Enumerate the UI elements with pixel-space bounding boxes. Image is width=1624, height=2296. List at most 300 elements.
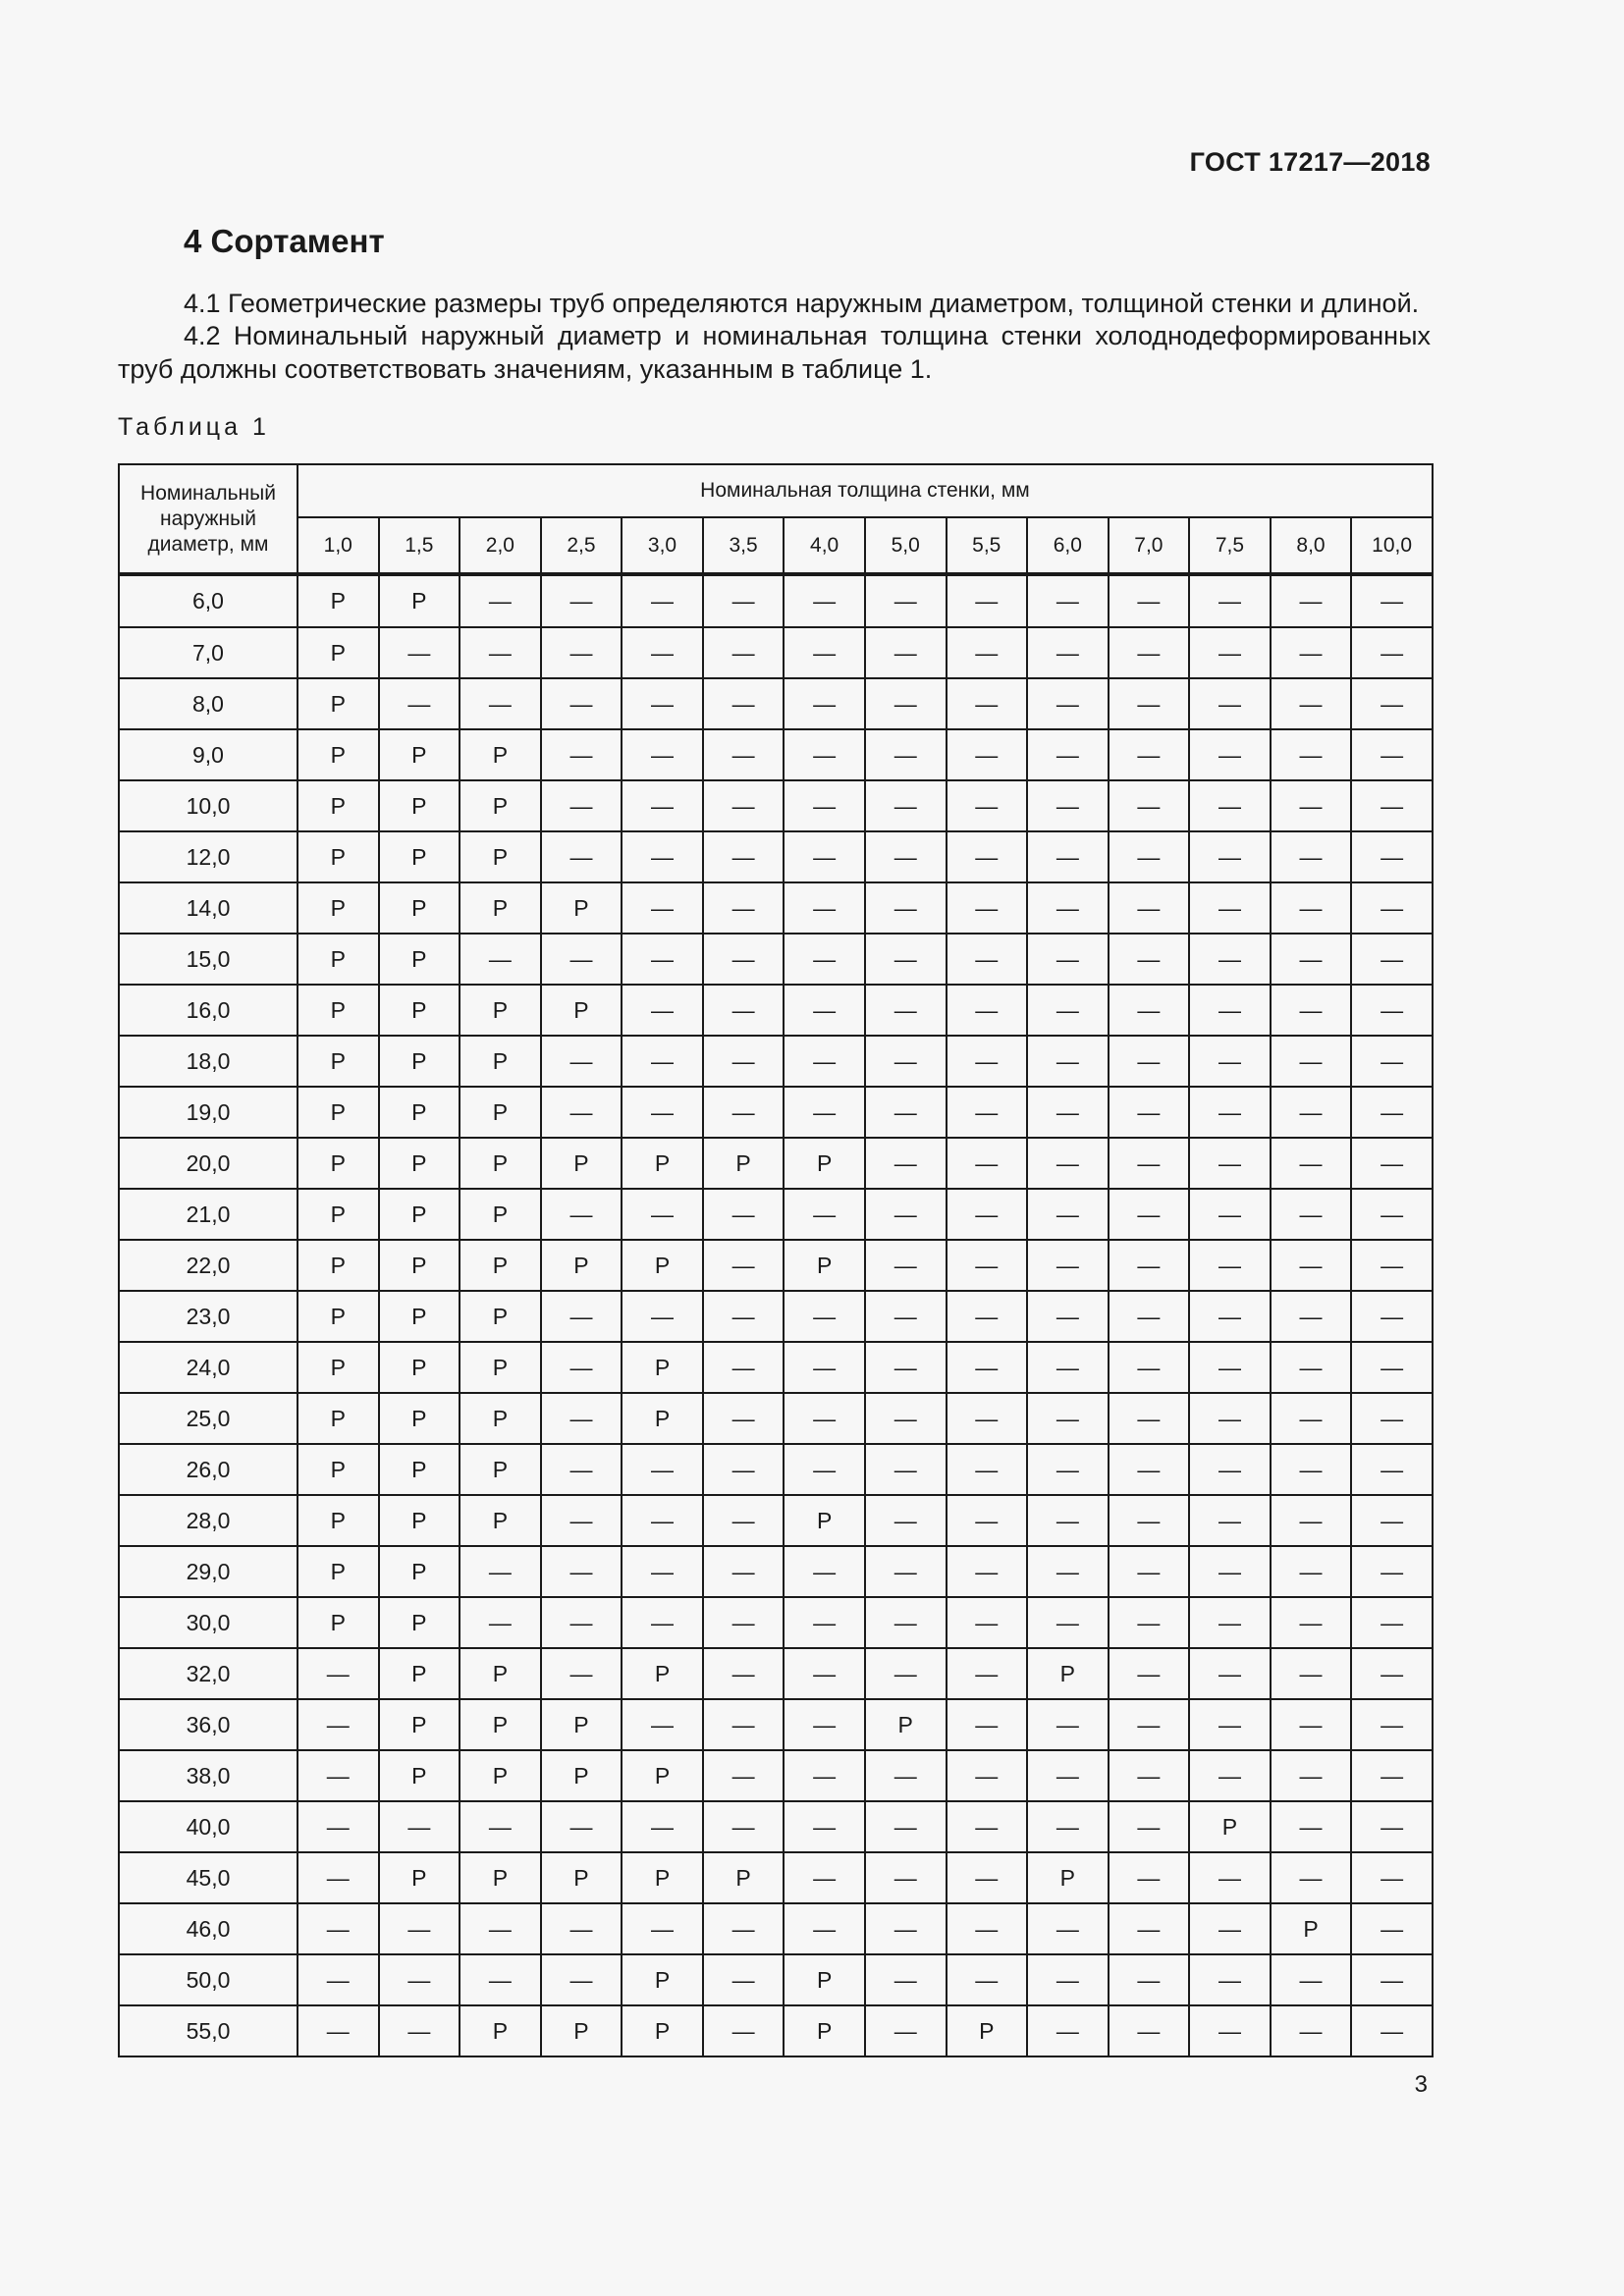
table-row bbox=[119, 1495, 1433, 1546]
availability-cell-p: P bbox=[541, 1240, 623, 1291]
availability-cell-dash: — bbox=[622, 1444, 703, 1495]
availability-cell-dash: — bbox=[865, 627, 947, 678]
availability-cell-dash: — bbox=[784, 1189, 865, 1240]
availability-cell-p: P bbox=[298, 1291, 379, 1342]
thickness-col-header: 5,5 bbox=[947, 517, 1028, 574]
availability-cell-dash: — bbox=[1351, 1852, 1433, 1903]
availability-cell-dash: — bbox=[947, 1597, 1028, 1648]
availability-cell-dash: — bbox=[865, 1495, 947, 1546]
availability-cell-p: P bbox=[622, 1342, 703, 1393]
availability-cell-dash: — bbox=[1109, 2005, 1190, 2056]
availability-cell-dash: — bbox=[1189, 985, 1271, 1036]
table-row bbox=[119, 1291, 1433, 1342]
availability-cell-p: P bbox=[298, 1087, 379, 1138]
availability-cell-p: P bbox=[298, 780, 379, 831]
availability-cell-dash: — bbox=[947, 1342, 1028, 1393]
availability-cell-dash: — bbox=[1109, 1546, 1190, 1597]
availability-cell-dash: — bbox=[784, 831, 865, 882]
availability-cell-dash: — bbox=[947, 1954, 1028, 2005]
availability-cell-p: P bbox=[379, 934, 460, 985]
availability-cell-p: P bbox=[622, 1138, 703, 1189]
availability-cell-p: P bbox=[379, 1240, 460, 1291]
availability-cell-dash: — bbox=[784, 1648, 865, 1699]
availability-cell-p: P bbox=[379, 1087, 460, 1138]
thickness-col-header: 1,5 bbox=[379, 517, 460, 574]
diameter-cell: 20,0 bbox=[119, 1138, 298, 1189]
availability-cell-dash: — bbox=[1189, 678, 1271, 729]
availability-cell-dash: — bbox=[622, 574, 703, 627]
availability-cell-dash: — bbox=[541, 1495, 623, 1546]
availability-cell-dash: — bbox=[298, 1801, 379, 1852]
availability-cell-dash: — bbox=[541, 729, 623, 780]
availability-cell-dash: — bbox=[947, 831, 1028, 882]
availability-cell-dash: — bbox=[1027, 1750, 1109, 1801]
paragraph-4-1: 4.1 Геометрические размеры труб определяются наружным диаметром, толщиной стенки и длиной. bbox=[184, 289, 1420, 318]
availability-cell-dash: — bbox=[379, 1801, 460, 1852]
availability-cell-p: P bbox=[379, 985, 460, 1036]
diameter-cell: 19,0 bbox=[119, 1087, 298, 1138]
availability-cell-dash: — bbox=[1027, 1597, 1109, 1648]
availability-cell-dash: — bbox=[1189, 1189, 1271, 1240]
availability-cell-dash: — bbox=[1027, 934, 1109, 985]
availability-cell-dash: — bbox=[947, 1699, 1028, 1750]
availability-cell-dash: — bbox=[703, 1240, 785, 1291]
availability-cell-p: P bbox=[541, 1699, 623, 1750]
availability-cell-dash: — bbox=[622, 985, 703, 1036]
availability-cell-dash: — bbox=[947, 780, 1028, 831]
availability-cell-p: P bbox=[622, 1393, 703, 1444]
availability-cell-dash: — bbox=[703, 1954, 785, 2005]
availability-cell-dash: — bbox=[865, 1189, 947, 1240]
table-row bbox=[119, 882, 1433, 934]
availability-cell-dash: — bbox=[703, 882, 785, 934]
availability-cell-dash: — bbox=[947, 627, 1028, 678]
availability-cell-dash: — bbox=[865, 1444, 947, 1495]
diameter-cell: 32,0 bbox=[119, 1648, 298, 1699]
availability-cell-dash: — bbox=[1189, 1699, 1271, 1750]
availability-cell-dash: — bbox=[541, 831, 623, 882]
availability-cell-p: P bbox=[298, 1393, 379, 1444]
availability-cell-p: P bbox=[379, 831, 460, 882]
availability-cell-p: P bbox=[622, 1954, 703, 2005]
availability-cell-dash: — bbox=[1271, 1750, 1352, 1801]
table-row bbox=[119, 1648, 1433, 1699]
diameter-header: Номинальный наружный диаметр, мм bbox=[119, 464, 298, 574]
availability-cell-dash: — bbox=[1109, 729, 1190, 780]
diameter-cell: 55,0 bbox=[119, 2005, 298, 2056]
availability-cell-dash: — bbox=[1109, 1903, 1190, 1954]
availability-cell-dash: — bbox=[541, 780, 623, 831]
diameter-cell: 7,0 bbox=[119, 627, 298, 678]
availability-cell-dash: — bbox=[784, 780, 865, 831]
availability-cell-p: P bbox=[460, 1240, 541, 1291]
availability-cell-p: P bbox=[460, 1495, 541, 1546]
table-row bbox=[119, 985, 1433, 1036]
availability-cell-dash: — bbox=[947, 1444, 1028, 1495]
availability-cell-dash: — bbox=[541, 1291, 623, 1342]
availability-cell-dash: — bbox=[1351, 1291, 1433, 1342]
availability-cell-dash: — bbox=[541, 1546, 623, 1597]
table-row bbox=[119, 831, 1433, 882]
availability-cell-dash: — bbox=[298, 1954, 379, 2005]
availability-cell-dash: — bbox=[784, 1444, 865, 1495]
availability-cell-dash: — bbox=[1189, 1648, 1271, 1699]
availability-cell-dash: — bbox=[1351, 780, 1433, 831]
availability-cell-dash: — bbox=[541, 1393, 623, 1444]
availability-cell-dash: — bbox=[865, 1750, 947, 1801]
availability-cell-dash: — bbox=[1351, 934, 1433, 985]
availability-cell-dash: — bbox=[703, 1495, 785, 1546]
availability-cell-dash: — bbox=[947, 1189, 1028, 1240]
availability-cell-p: P bbox=[298, 627, 379, 678]
availability-cell-dash: — bbox=[1271, 1240, 1352, 1291]
thickness-col-header: 6,0 bbox=[1027, 517, 1109, 574]
diameter-cell: 21,0 bbox=[119, 1189, 298, 1240]
diameter-cell: 24,0 bbox=[119, 1342, 298, 1393]
availability-cell-dash: — bbox=[1189, 1546, 1271, 1597]
availability-cell-p: P bbox=[298, 882, 379, 934]
availability-cell-p: P bbox=[298, 1342, 379, 1393]
diameter-cell: 40,0 bbox=[119, 1801, 298, 1852]
availability-cell-dash: — bbox=[703, 1036, 785, 1087]
diameter-cell: 38,0 bbox=[119, 1750, 298, 1801]
availability-cell-dash: — bbox=[947, 1495, 1028, 1546]
availability-cell-dash: — bbox=[1351, 574, 1433, 627]
availability-cell-p: P bbox=[379, 574, 460, 627]
table-row bbox=[119, 780, 1433, 831]
availability-cell-p: P bbox=[379, 1036, 460, 1087]
diameter-cell: 36,0 bbox=[119, 1699, 298, 1750]
thickness-col-header: 7,5 bbox=[1189, 517, 1271, 574]
diameter-cell: 14,0 bbox=[119, 882, 298, 934]
availability-cell-dash: — bbox=[298, 1648, 379, 1699]
availability-cell-p: P bbox=[541, 1138, 623, 1189]
availability-cell-dash: — bbox=[541, 574, 623, 627]
availability-cell-dash: — bbox=[460, 574, 541, 627]
table-row bbox=[119, 1903, 1433, 1954]
availability-cell-p: P bbox=[379, 1495, 460, 1546]
availability-cell-dash: — bbox=[1271, 1036, 1352, 1087]
availability-cell-dash: — bbox=[784, 1597, 865, 1648]
availability-cell-dash: — bbox=[865, 1852, 947, 1903]
availability-cell-dash: — bbox=[1109, 1444, 1190, 1495]
availability-cell-dash: — bbox=[865, 1597, 947, 1648]
availability-cell-dash: — bbox=[703, 1903, 785, 1954]
availability-cell-dash: — bbox=[1189, 1852, 1271, 1903]
availability-cell-p: P bbox=[298, 574, 379, 627]
availability-cell-dash: — bbox=[1189, 882, 1271, 934]
availability-cell-p: P bbox=[379, 1648, 460, 1699]
availability-cell-p: P bbox=[298, 1597, 379, 1648]
availability-cell-dash: — bbox=[784, 1852, 865, 1903]
availability-cell-p: P bbox=[460, 1342, 541, 1393]
availability-cell-dash: — bbox=[1271, 1393, 1352, 1444]
availability-cell-dash: — bbox=[1027, 1444, 1109, 1495]
availability-cell-dash: — bbox=[1351, 985, 1433, 1036]
thickness-col-header: 2,0 bbox=[460, 517, 541, 574]
availability-cell-dash: — bbox=[622, 1801, 703, 1852]
availability-cell-dash: — bbox=[1109, 574, 1190, 627]
availability-cell-dash: — bbox=[1189, 780, 1271, 831]
availability-cell-dash: — bbox=[1027, 1903, 1109, 1954]
availability-cell-dash: — bbox=[298, 1699, 379, 1750]
availability-cell-dash: — bbox=[622, 831, 703, 882]
availability-cell-dash: — bbox=[1271, 934, 1352, 985]
availability-cell-dash: — bbox=[1351, 882, 1433, 934]
availability-cell-dash: — bbox=[541, 1444, 623, 1495]
availability-cell-p: P bbox=[460, 1699, 541, 1750]
availability-cell-dash: — bbox=[1109, 627, 1190, 678]
availability-cell-dash: — bbox=[947, 574, 1028, 627]
availability-cell-dash: — bbox=[1189, 1087, 1271, 1138]
availability-cell-p: P bbox=[298, 1240, 379, 1291]
diameter-cell: 23,0 bbox=[119, 1291, 298, 1342]
availability-cell-dash: — bbox=[947, 934, 1028, 985]
availability-cell-dash: — bbox=[1027, 831, 1109, 882]
availability-cell-dash: — bbox=[1351, 627, 1433, 678]
availability-cell-dash: — bbox=[1109, 1648, 1190, 1699]
availability-cell-dash: — bbox=[784, 729, 865, 780]
table-row bbox=[119, 1444, 1433, 1495]
availability-cell-dash: — bbox=[1027, 1801, 1109, 1852]
availability-cell-p: P bbox=[460, 729, 541, 780]
availability-cell-dash: — bbox=[865, 1138, 947, 1189]
availability-cell-dash: — bbox=[784, 934, 865, 985]
table-row bbox=[119, 934, 1433, 985]
availability-cell-p: P bbox=[622, 1648, 703, 1699]
availability-cell-p: P bbox=[541, 1750, 623, 1801]
availability-cell-dash: — bbox=[784, 678, 865, 729]
availability-cell-dash: — bbox=[784, 1903, 865, 1954]
availability-cell-p: P bbox=[703, 1852, 785, 1903]
availability-cell-dash: — bbox=[622, 1087, 703, 1138]
availability-cell-dash: — bbox=[865, 729, 947, 780]
availability-cell-p: P bbox=[784, 1138, 865, 1189]
availability-cell-dash: — bbox=[1351, 729, 1433, 780]
availability-cell-dash: — bbox=[1027, 627, 1109, 678]
availability-cell-dash: — bbox=[1351, 1648, 1433, 1699]
availability-cell-dash: — bbox=[1109, 1087, 1190, 1138]
diameter-cell: 25,0 bbox=[119, 1393, 298, 1444]
availability-cell-p: P bbox=[460, 985, 541, 1036]
availability-cell-dash: — bbox=[784, 1750, 865, 1801]
availability-cell-dash: — bbox=[460, 1954, 541, 2005]
availability-cell-p: P bbox=[298, 678, 379, 729]
availability-cell-p: P bbox=[784, 1495, 865, 1546]
table-caption: Таблица 1 bbox=[118, 413, 270, 441]
availability-cell-dash: — bbox=[1351, 1393, 1433, 1444]
availability-cell-p: P bbox=[460, 1648, 541, 1699]
thickness-col-header: 8,0 bbox=[1271, 517, 1352, 574]
availability-cell-dash: — bbox=[1271, 1189, 1352, 1240]
availability-cell-dash: — bbox=[1109, 1291, 1190, 1342]
availability-cell-dash: — bbox=[947, 729, 1028, 780]
diameter-cell: 15,0 bbox=[119, 934, 298, 985]
header-row-group bbox=[119, 464, 1433, 517]
availability-cell-p: P bbox=[1027, 1852, 1109, 1903]
availability-cell-dash: — bbox=[1109, 1189, 1190, 1240]
availability-cell-p: P bbox=[298, 1138, 379, 1189]
availability-cell-dash: — bbox=[541, 1189, 623, 1240]
availability-cell-dash: — bbox=[1027, 882, 1109, 934]
availability-cell-p: P bbox=[460, 882, 541, 934]
table-row bbox=[119, 729, 1433, 780]
thickness-col-header: 3,5 bbox=[703, 517, 785, 574]
availability-cell-p: P bbox=[298, 985, 379, 1036]
availability-cell-dash: — bbox=[703, 1342, 785, 1393]
availability-cell-dash: — bbox=[703, 2005, 785, 2056]
availability-cell-dash: — bbox=[1109, 985, 1190, 1036]
thickness-col-header: 1,0 bbox=[298, 517, 379, 574]
availability-cell-dash: — bbox=[1271, 1495, 1352, 1546]
availability-cell-dash: — bbox=[379, 2005, 460, 2056]
table-row bbox=[119, 1393, 1433, 1444]
table-row bbox=[119, 1546, 1433, 1597]
availability-cell-dash: — bbox=[541, 1087, 623, 1138]
availability-cell-p: P bbox=[1027, 1648, 1109, 1699]
availability-cell-dash: — bbox=[379, 1954, 460, 2005]
availability-cell-dash: — bbox=[1271, 780, 1352, 831]
availability-cell-dash: — bbox=[947, 1138, 1028, 1189]
availability-cell-dash: — bbox=[298, 2005, 379, 2056]
availability-cell-p: P bbox=[460, 1291, 541, 1342]
availability-cell-dash: — bbox=[703, 780, 785, 831]
diameter-cell: 10,0 bbox=[119, 780, 298, 831]
availability-cell-p: P bbox=[703, 1138, 785, 1189]
availability-cell-p: P bbox=[947, 2005, 1028, 2056]
availability-cell-dash: — bbox=[541, 627, 623, 678]
availability-cell-dash: — bbox=[1271, 678, 1352, 729]
availability-cell-dash: — bbox=[1109, 1597, 1190, 1648]
availability-cell-dash: — bbox=[541, 934, 623, 985]
table-header bbox=[119, 464, 1433, 574]
availability-cell-dash: — bbox=[1351, 2005, 1433, 2056]
availability-cell-dash: — bbox=[947, 1750, 1028, 1801]
availability-cell-dash: — bbox=[703, 1546, 785, 1597]
availability-cell-dash: — bbox=[947, 1087, 1028, 1138]
availability-cell-dash: — bbox=[1027, 1036, 1109, 1087]
availability-cell-dash: — bbox=[1189, 1240, 1271, 1291]
availability-cell-dash: — bbox=[703, 1750, 785, 1801]
availability-cell-dash: — bbox=[1109, 678, 1190, 729]
availability-cell-dash: — bbox=[541, 1342, 623, 1393]
availability-cell-dash: — bbox=[1189, 1393, 1271, 1444]
availability-cell-dash: — bbox=[865, 1036, 947, 1087]
availability-cell-p: P bbox=[379, 1444, 460, 1495]
availability-cell-dash: — bbox=[1271, 1699, 1352, 1750]
availability-cell-dash: — bbox=[865, 2005, 947, 2056]
availability-cell-p: P bbox=[298, 1189, 379, 1240]
availability-cell-dash: — bbox=[541, 1648, 623, 1699]
availability-cell-dash: — bbox=[1351, 1801, 1433, 1852]
availability-cell-dash: — bbox=[784, 1546, 865, 1597]
availability-cell-p: P bbox=[460, 1036, 541, 1087]
availability-cell-dash: — bbox=[460, 1903, 541, 1954]
table-row bbox=[119, 678, 1433, 729]
thickness-header-row bbox=[119, 517, 1433, 574]
availability-cell-p: P bbox=[460, 831, 541, 882]
availability-cell-dash: — bbox=[947, 1648, 1028, 1699]
availability-cell-dash: — bbox=[865, 678, 947, 729]
availability-cell-dash: — bbox=[947, 882, 1028, 934]
availability-cell-p: P bbox=[865, 1699, 947, 1750]
availability-cell-p: P bbox=[541, 882, 623, 934]
availability-cell-dash: — bbox=[1271, 1801, 1352, 1852]
availability-cell-dash: — bbox=[622, 627, 703, 678]
availability-cell-dash: — bbox=[703, 1291, 785, 1342]
availability-cell-dash: — bbox=[1271, 1954, 1352, 2005]
availability-cell-dash: — bbox=[1109, 1750, 1190, 1801]
availability-cell-dash: — bbox=[703, 729, 785, 780]
availability-cell-dash: — bbox=[1109, 1699, 1190, 1750]
availability-cell-dash: — bbox=[865, 934, 947, 985]
availability-cell-dash: — bbox=[298, 1852, 379, 1903]
thickness-col-header: 7,0 bbox=[1109, 517, 1190, 574]
page-number: 3 bbox=[1414, 2071, 1428, 2098]
page-header: ГОСТ 17217—2018 bbox=[1189, 147, 1431, 177]
availability-cell-p: P bbox=[298, 729, 379, 780]
availability-cell-p: P bbox=[460, 1393, 541, 1444]
sortament-table bbox=[118, 463, 1434, 2057]
diameter-cell: 26,0 bbox=[119, 1444, 298, 1495]
availability-cell-dash: — bbox=[460, 934, 541, 985]
availability-cell-dash: — bbox=[1351, 1903, 1433, 1954]
diameter-cell: 8,0 bbox=[119, 678, 298, 729]
availability-cell-dash: — bbox=[1027, 678, 1109, 729]
availability-cell-dash: — bbox=[541, 1954, 623, 2005]
availability-cell-dash: — bbox=[1109, 882, 1190, 934]
availability-cell-dash: — bbox=[1027, 1699, 1109, 1750]
availability-cell-dash: — bbox=[1189, 1750, 1271, 1801]
availability-cell-dash: — bbox=[1189, 1138, 1271, 1189]
availability-cell-dash: — bbox=[1109, 1393, 1190, 1444]
availability-cell-p: P bbox=[379, 1546, 460, 1597]
table-row bbox=[119, 1087, 1433, 1138]
thickness-col-header: 4,0 bbox=[784, 517, 865, 574]
diameter-cell: 22,0 bbox=[119, 1240, 298, 1291]
availability-cell-dash: — bbox=[622, 1597, 703, 1648]
availability-cell-p: P bbox=[379, 1699, 460, 1750]
availability-cell-dash: — bbox=[1109, 1342, 1190, 1393]
availability-cell-dash: — bbox=[1351, 678, 1433, 729]
availability-cell-dash: — bbox=[865, 1648, 947, 1699]
availability-cell-dash: — bbox=[865, 1801, 947, 1852]
availability-cell-p: P bbox=[298, 1495, 379, 1546]
availability-cell-dash: — bbox=[1271, 1852, 1352, 1903]
diameter-cell: 6,0 bbox=[119, 574, 298, 627]
availability-cell-dash: — bbox=[947, 678, 1028, 729]
availability-cell-p: P bbox=[1271, 1903, 1352, 1954]
availability-cell-dash: — bbox=[703, 574, 785, 627]
availability-cell-dash: — bbox=[541, 1801, 623, 1852]
thickness-col-header: 10,0 bbox=[1351, 517, 1433, 574]
availability-cell-dash: — bbox=[1109, 1240, 1190, 1291]
availability-cell-dash: — bbox=[947, 1903, 1028, 1954]
availability-cell-dash: — bbox=[1189, 627, 1271, 678]
diameter-cell: 46,0 bbox=[119, 1903, 298, 1954]
availability-cell-dash: — bbox=[622, 1189, 703, 1240]
availability-cell-dash: — bbox=[1189, 1291, 1271, 1342]
diameter-cell: 16,0 bbox=[119, 985, 298, 1036]
table-row bbox=[119, 1342, 1433, 1393]
diameter-cell: 30,0 bbox=[119, 1597, 298, 1648]
availability-cell-dash: — bbox=[460, 1546, 541, 1597]
availability-cell-dash: — bbox=[865, 1087, 947, 1138]
availability-cell-dash: — bbox=[1351, 1546, 1433, 1597]
availability-cell-dash: — bbox=[865, 985, 947, 1036]
availability-cell-dash: — bbox=[1271, 1342, 1352, 1393]
availability-cell-dash: — bbox=[1189, 1495, 1271, 1546]
